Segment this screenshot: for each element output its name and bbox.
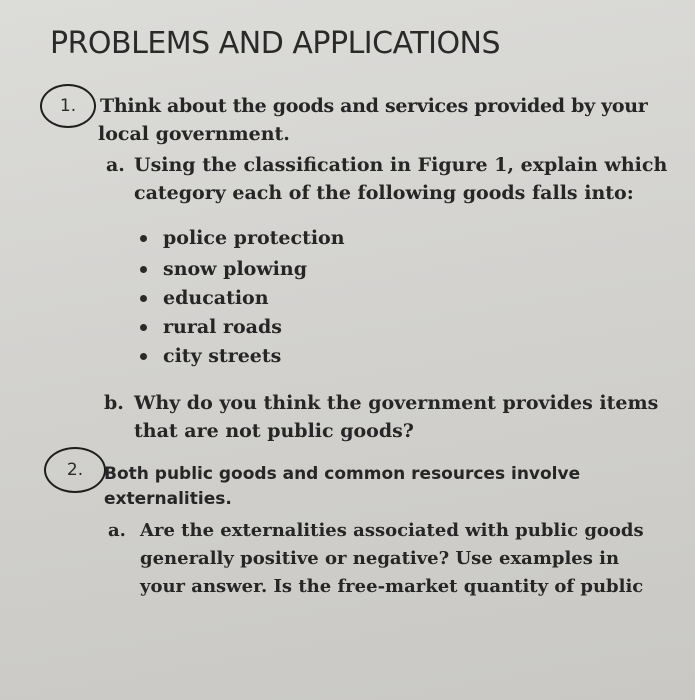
- bullet-icon: [140, 353, 147, 360]
- problem-2-part-a-line-1: Are the externalities associated with public goods: [140, 520, 644, 541]
- problem-2-part-a-line-3: your answer. Is the free-market quantity of public: [140, 576, 644, 597]
- problem-number-circle-1: [40, 84, 96, 128]
- problem-number-1: 1.: [59, 96, 77, 116]
- problem-number-2: 2.: [66, 460, 84, 480]
- bullet-icon: [140, 235, 147, 242]
- problem-number-circle-2: [44, 447, 106, 493]
- bullet-icon: [140, 295, 147, 302]
- problem-2-text-line-1: Both public goods and common resources involve: [104, 464, 581, 484]
- problem-1-text-line-1: Think about the goods and services provided by your: [100, 95, 648, 117]
- bullet-item-police-protection: police protection: [163, 227, 345, 249]
- bullet-item-city-streets: city streets: [163, 345, 282, 367]
- bullet-icon: [140, 266, 147, 273]
- problem-1-part-b-line-1: Why do you think the government provides items: [134, 392, 659, 414]
- section-heading: PROBLEMS AND APPLICATIONS: [50, 26, 501, 61]
- problem-1-part-b-line-2: that are not public goods?: [134, 420, 414, 442]
- problem-2-part-a-letter: a.: [108, 520, 126, 541]
- bullet-icon: [140, 324, 147, 331]
- problem-2-part-a-line-2: generally positive or negative? Use examples in: [140, 548, 620, 569]
- bullet-item-education: education: [163, 287, 269, 309]
- problem-1-part-b-letter: b.: [104, 392, 124, 414]
- problem-2-text-line-2: externalities.: [104, 489, 232, 509]
- problem-1-part-a-letter: a.: [106, 154, 125, 176]
- bullet-item-rural-roads: rural roads: [163, 316, 282, 338]
- problem-1-part-a-line-1: Using the classification in Figure 1, explain which: [134, 154, 668, 176]
- problem-1-text-line-2: local government.: [98, 123, 290, 145]
- bullet-item-snow-plowing: snow plowing: [163, 258, 308, 280]
- problem-1-part-a-line-2: category each of the following goods falls into:: [134, 182, 634, 204]
